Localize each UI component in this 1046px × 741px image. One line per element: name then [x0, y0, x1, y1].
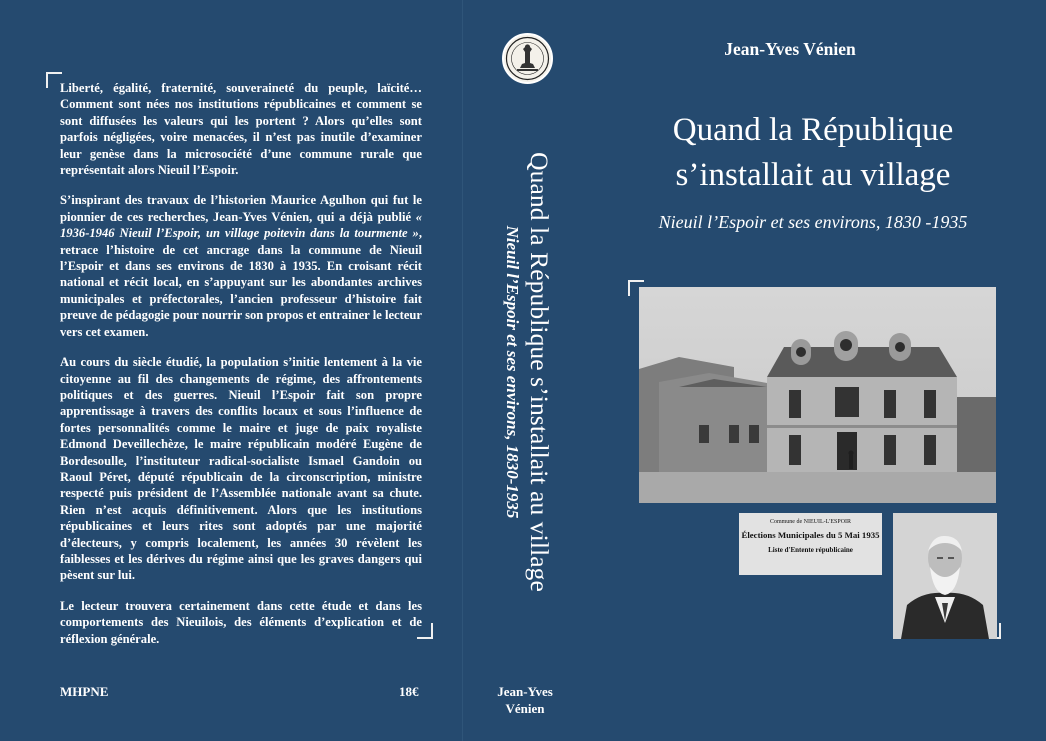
back-corner-bottom-right	[417, 623, 433, 639]
blurb-text: S’inspirant des travaux de l’historien Maurice Agulhon qui fut le pionnier de ces recherches, Jean-Yves Vénien, qui a déjà publié	[60, 193, 422, 224]
spine-text	[500, 152, 554, 592]
blurb-paragraph	[60, 598, 422, 647]
book-subtitle: Nieuil l’Espoir et ses environs, 1830 -1935	[658, 212, 968, 232]
seal-logo-icon	[502, 33, 553, 84]
author-name: Jean-Yves Vénien	[724, 39, 856, 59]
spine-fold-line	[462, 0, 463, 741]
spine-author	[470, 683, 580, 717]
blurb-paragraph	[60, 80, 422, 178]
blurb-text: Au cours du siècle étudié, la population s’initie lentement à la vie citoyenne au fil des changements de régime, des affrontements politiques et des guerres. Nieuil l’Espoir fait son propre apprentissage à travers des conflits locaux et sous l’influence de fortes personnalités comme le maire et juge de paix royaliste Edmond Deveillechèze, le maire républicain modéré Eugène de Bordesoulle, l’instituteur radical-socialiste Ismael Gandoin ou Raoul Péret, député républicain de la circonscription, ministre respecté puis président de l’Assemblée nationale avant sa chute. Rien n’est acquis définitivement. Alors que les institutions républicaines et leurs rites sont adoptés par une majorité d’électeurs, y compris localement, les années 30 révèlent les faiblesses et les dérives du régime ainsi que les graves dangers qui pèsent sur lui.	[60, 355, 422, 583]
blurb-text: Liberté, égalité, fraternité, souveraineté du peuple, laïcité… Comment sont nées nos institutions républicaines et comment se sont diffusées les valeurs qui les portent ? Alors qu’elles sont parfois négligées, voire menacées, il n’est pas inutile d’examiner leur genèse dans la microsociété d’une commune rurale que représentait alors Nieuil l’Espoir.	[60, 81, 422, 178]
document-election-line: Élections Municipales du 5 Mai 1935	[741, 530, 880, 540]
blurb-text: Le lecteur trouvera certainement dans cette étude et dans les comportements des Nieuilois, des éléments d’explication et de réflexion générale.	[60, 598, 422, 646]
back-cover-blurb	[60, 80, 422, 661]
town-hall-photo	[639, 287, 996, 503]
spine-title: Quand la République s’installait au village	[525, 152, 554, 592]
book-title	[606, 108, 1020, 198]
blurb-paragraph	[60, 192, 422, 340]
portrait-photo	[893, 513, 997, 639]
spine-author-last: Vénien	[505, 701, 545, 716]
title-line-2: s’installait au village	[675, 157, 951, 193]
spine-author-first: Jean-Yves	[497, 684, 553, 699]
publisher-name: MHPNE	[60, 684, 109, 699]
blurb-text: , retrace l’histoire de cet ancrage dans la commune de Nieuil l’Espoir et dans ses environs de 1830 à 1935. En croisant récit national et récit local, en s’appuyant sur les abondantes archives municipales et préfectorales, l’ancien professeur d’histoire fait preuve de pédagogie pour nourrir son propos et entrainer le lecteur vers cet examen.	[60, 226, 422, 339]
election-document-image	[739, 513, 882, 575]
blurb-paragraph	[60, 354, 422, 584]
document-commune-line: Commune de NIEUIL-L'ESPOIR	[769, 519, 852, 525]
spine-subtitle: Nieuil l’Espoir et ses environs, 1830-1935	[503, 225, 522, 519]
title-line-1: Quand la République	[672, 112, 954, 148]
price-label: 18€	[399, 684, 419, 699]
document-list-line: Liste d'Entente républicaine	[768, 546, 853, 554]
blurb-book-reference: « 1936-1946 Nieuil l’Espoir, un village poitevin dans la tourmente »	[60, 209, 422, 241]
